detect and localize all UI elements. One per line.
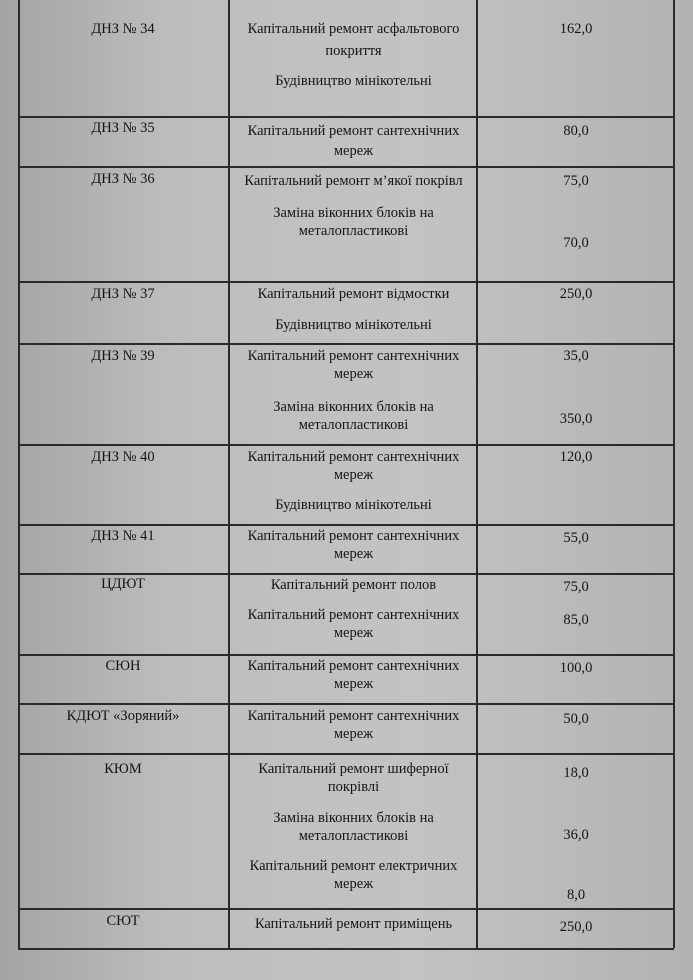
institution-name: ДНЗ № 35: [91, 120, 155, 136]
row-divider: [18, 524, 674, 526]
work-description: мереж: [333, 143, 374, 159]
amount-value: 36,0: [563, 827, 589, 843]
work-description: мереж: [333, 467, 374, 483]
row-divider: [18, 343, 674, 345]
work-description: мереж: [333, 726, 374, 742]
work-description: Капітальний ремонт сантехнічних: [247, 123, 460, 139]
amount-value: 70,0: [563, 235, 589, 251]
work-description: мереж: [333, 676, 374, 692]
row-divider: [18, 753, 674, 755]
institution-name: КДЮТ «Зоряний»: [66, 708, 180, 724]
row-divider: [18, 654, 674, 656]
row-divider: [18, 908, 674, 910]
row-divider: [18, 116, 674, 118]
amount-value: 120,0: [559, 449, 593, 465]
work-description: Капітальний ремонт асфальтового: [247, 21, 460, 37]
row-divider: [18, 948, 674, 950]
institution-name: ДНЗ № 34: [91, 21, 155, 37]
row-divider: [18, 166, 674, 168]
work-description: Капітальний ремонт шиферної: [258, 761, 449, 777]
work-description: мереж: [333, 876, 374, 892]
institution-name: ДНЗ № 41: [91, 528, 155, 544]
row-divider: [18, 444, 674, 446]
work-description: Капітальний ремонт приміщень: [254, 916, 453, 932]
institution-name: СЮН: [105, 658, 141, 674]
row-divider: [18, 281, 674, 283]
table-border-right: [673, 0, 675, 948]
amount-value: 75,0: [563, 579, 589, 595]
table-border-left: [18, 0, 20, 948]
work-description: Капітальний ремонт сантехнічних: [247, 528, 460, 544]
amount-value: 35,0: [563, 348, 589, 364]
work-description: Заміна віконних блоків на: [273, 399, 434, 415]
institution-name: КЮМ: [104, 761, 142, 777]
row-divider: [18, 703, 674, 705]
work-description: Капітальний ремонт полов: [270, 577, 437, 593]
institution-name: ЦДЮТ: [101, 576, 145, 592]
work-description: Капітальний ремонт сантехнічних: [247, 449, 460, 465]
work-description: мереж: [333, 546, 374, 562]
work-description: Капітальний ремонт сантехнічних: [247, 658, 460, 674]
amount-value: 250,0: [559, 919, 593, 935]
work-description: покриття: [325, 43, 382, 59]
work-description: Заміна віконних блоків на: [273, 810, 434, 826]
amount-value: 250,0: [559, 286, 593, 302]
institution-name: ДНЗ № 36: [91, 171, 155, 187]
work-description: Будівництво мінікотельні: [275, 497, 432, 513]
amount-value: 18,0: [563, 765, 589, 781]
work-description: металопластикові: [298, 828, 409, 844]
amount-value: 80,0: [563, 123, 589, 139]
amount-value: 85,0: [563, 612, 589, 628]
work-description: Капітальний ремонт сантехнічних: [247, 708, 460, 724]
amount-value: 100,0: [559, 660, 593, 676]
work-description: Капітальний ремонт відмостки: [257, 286, 450, 302]
work-description: мереж: [333, 625, 374, 641]
amount-value: 55,0: [563, 530, 589, 546]
amount-value: 50,0: [563, 711, 589, 727]
amount-value: 350,0: [559, 411, 593, 427]
work-description: Капітальний ремонт електричних: [249, 858, 458, 874]
work-description: металопластикові: [298, 417, 409, 433]
work-description: мереж: [333, 366, 374, 382]
institution-name: ДНЗ № 39: [91, 348, 155, 364]
amount-value: 8,0: [566, 887, 586, 903]
work-description: Заміна віконних блоків на: [273, 205, 434, 221]
institution-name: ДНЗ № 40: [91, 449, 155, 465]
work-description: Капітальний ремонт сантехнічних: [247, 348, 460, 364]
work-description: Будівництво мінікотельні: [275, 73, 432, 89]
work-description: покрівлі: [327, 779, 380, 795]
work-description: Капітальний ремонт сантехнічних: [247, 607, 460, 623]
work-description: Капітальний ремонт м’якої покрівл: [244, 173, 463, 189]
amount-value: 75,0: [563, 173, 589, 189]
institution-name: ДНЗ № 37: [91, 286, 155, 302]
work-description: Будівництво мінікотельні: [275, 317, 432, 333]
work-description: металопластикові: [298, 223, 409, 239]
institution-name: СЮТ: [106, 913, 140, 929]
amount-value: 162,0: [559, 21, 593, 37]
